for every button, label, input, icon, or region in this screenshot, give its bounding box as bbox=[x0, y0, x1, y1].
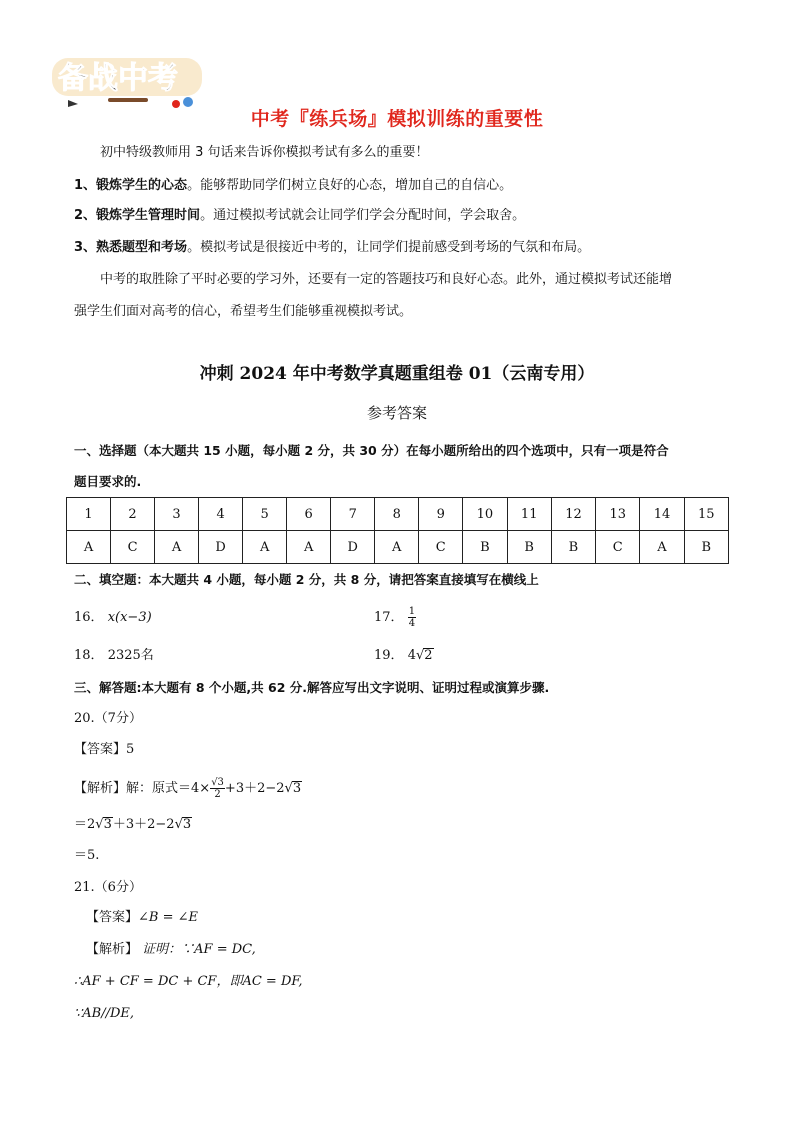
table-cell: 11 bbox=[507, 498, 551, 531]
table-cell: 12 bbox=[551, 498, 595, 531]
q21-line2: ∴AF + CF = DC + CF，即AC = DF, bbox=[74, 974, 303, 989]
table-cell: B bbox=[463, 531, 507, 564]
answer-table-number-row bbox=[67, 498, 729, 531]
table-cell: A bbox=[155, 531, 199, 564]
table-cell: 14 bbox=[640, 498, 684, 531]
table-cell: 1 bbox=[67, 498, 111, 531]
fill-q16: 16． x(x−3) bbox=[74, 610, 152, 625]
intro-point-1: 1、锻炼学生的心态。能够帮助同学们树立良好的心态，增加自己的自信心。 bbox=[74, 178, 513, 193]
intro-para-line1: 中考的取胜除了平时必要的学习外，还要有一定的答题技巧和良好心态。此外，通过模拟考试还能增 bbox=[100, 272, 673, 287]
fill-q18: 18． 2325名 bbox=[74, 648, 154, 663]
intro-para-line2: 强学生们面对高考的信心，希望考生们能够重视模拟考试。 bbox=[74, 304, 413, 319]
table-cell: B bbox=[507, 531, 551, 564]
fraction: $\frac{√3}{2}$ bbox=[211, 777, 224, 800]
table-cell: A bbox=[287, 531, 331, 564]
table-cell: C bbox=[419, 531, 463, 564]
fraction: $\frac{1}{4}$ bbox=[408, 606, 416, 629]
section3-heading: 三、解答题:本大题有 8 个小题,共 62 分.解答应写出文字说明、证明过程或演算步骤. bbox=[74, 680, 550, 695]
table-cell: D bbox=[199, 531, 243, 564]
exam-subtitle: 参考答案 bbox=[366, 404, 427, 422]
exam-title: 冲刺 2024 年中考数学真题重组卷 01（云南专用） bbox=[199, 364, 595, 384]
table-cell: 5 bbox=[243, 498, 287, 531]
logo-text: 备战中考 bbox=[58, 61, 178, 96]
table-cell: A bbox=[375, 531, 419, 564]
q21-answer: 【答案】∠B = ∠E bbox=[86, 910, 199, 925]
table-cell: C bbox=[596, 531, 640, 564]
q21-header: 21.（6分） bbox=[74, 880, 142, 895]
section2-heading: 二、填空题：本大题共 4 小题，每小题 2 分，共 8 分，请把答案直接填写在横线上 bbox=[74, 572, 539, 587]
intro-point-2: 2、锻炼学生管理时间。通过模拟考试就会让同学们学会分配时间，学会取舍。 bbox=[74, 208, 526, 223]
q20-analysis: 【解析】解：原式＝4× $\frac{√3}{2}$ +3＋2−2√3 bbox=[74, 777, 302, 800]
table-cell: 3 bbox=[155, 498, 199, 531]
table-cell: A bbox=[640, 531, 684, 564]
answer-table-answer-row bbox=[67, 531, 729, 564]
table-cell: 2 bbox=[111, 498, 155, 531]
intro-point-3: 3、熟悉题型和考场。模拟考试是很接近中考的，让同学们提前感受到考场的气氛和布局。 bbox=[74, 240, 591, 255]
intro-heading: 中考『练兵场』模拟训练的重要性 bbox=[250, 108, 544, 130]
table-cell: 6 bbox=[287, 498, 331, 531]
q20-line2: ＝2√3＋3＋2−2√3 bbox=[74, 817, 192, 832]
q20-line3: ＝5. bbox=[74, 848, 100, 863]
table-cell: D bbox=[331, 531, 375, 564]
table-cell: 7 bbox=[331, 498, 375, 531]
intro-lead: 初中特级教师用 3 句话来告诉你模拟考试有多么的重要！ bbox=[100, 145, 429, 160]
table-cell: 13 bbox=[596, 498, 640, 531]
fill-q19: 19． 4√2 bbox=[374, 648, 433, 663]
section1-line2: 题目要求的. bbox=[74, 474, 142, 489]
q20-answer: 【答案】5 bbox=[74, 742, 135, 757]
table-cell: 8 bbox=[375, 498, 419, 531]
table-cell: B bbox=[684, 531, 728, 564]
table-cell: 4 bbox=[199, 498, 243, 531]
table-cell: A bbox=[243, 531, 287, 564]
table-cell: 15 bbox=[684, 498, 728, 531]
fill-q17: 17． $\frac{1}{4}$ bbox=[374, 606, 416, 629]
section1-line1: 一、选择题（本大题共 15 小题，每小题 2 分，共 30 分）在每小题所给出的四个选项中，只有一项是符合 bbox=[74, 443, 669, 458]
logo bbox=[48, 52, 208, 110]
q20-header: 20.（7分） bbox=[74, 711, 142, 726]
table-cell: B bbox=[551, 531, 595, 564]
q21-analysis: 【解析】 证明：∵AF = DC, bbox=[86, 942, 256, 957]
q21-line3: ∵AB//DE, bbox=[74, 1006, 135, 1021]
answer-table bbox=[66, 497, 729, 564]
table-cell: 10 bbox=[463, 498, 507, 531]
table-cell: 9 bbox=[419, 498, 463, 531]
table-cell: A bbox=[67, 531, 111, 564]
table-cell: C bbox=[111, 531, 155, 564]
